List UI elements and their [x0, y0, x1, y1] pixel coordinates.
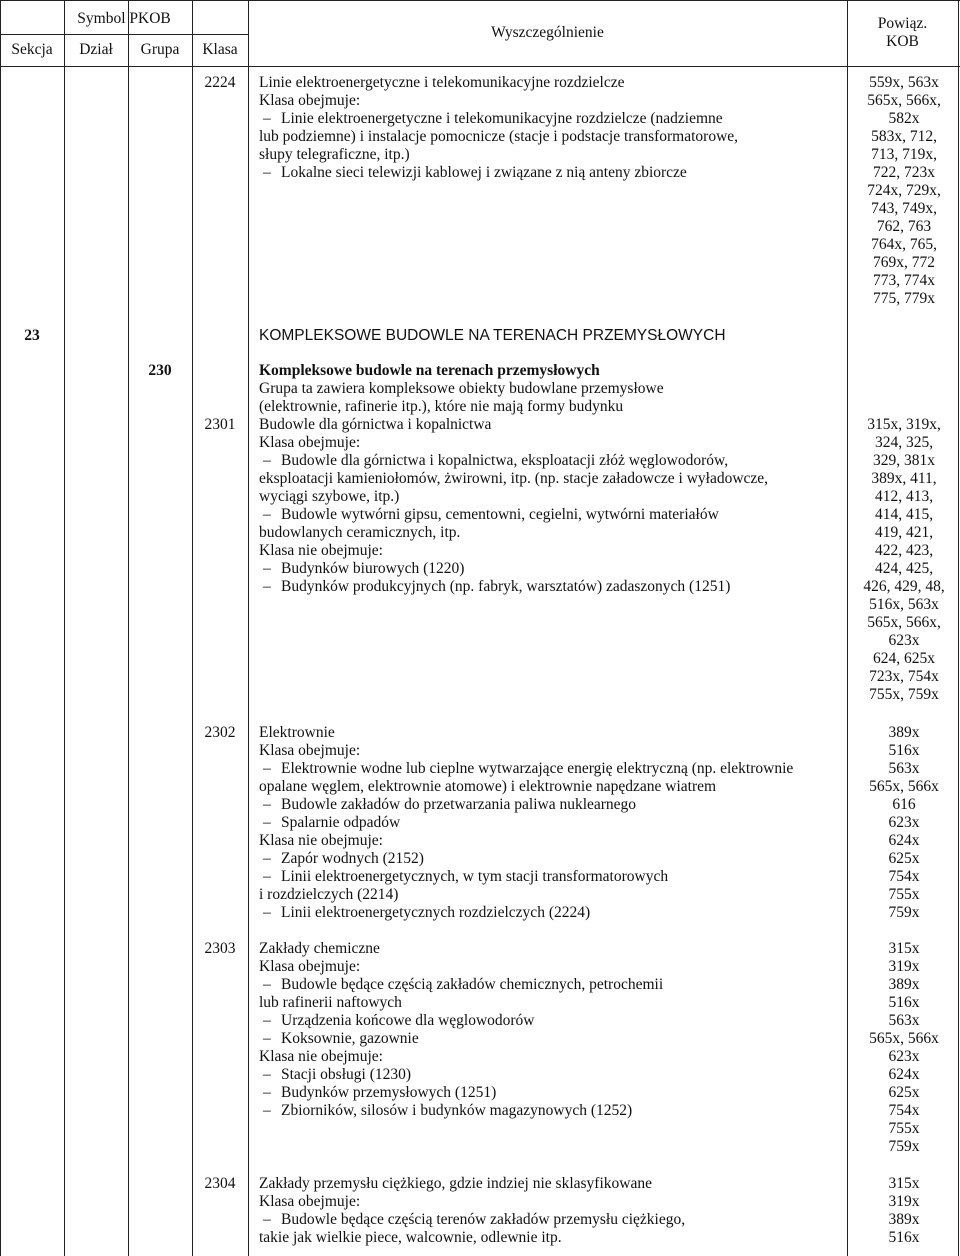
bullet-item: – Budowle wytwórni gipsu, cementowni, cegielni, wytwórni materiałów: [259, 506, 844, 524]
kob-codes: [850, 416, 958, 704]
includes-label: Klasa obejmuje:: [259, 1193, 361, 1210]
text-line: eksploatacji kamieniołomów, żwirowni, itp. (np. stacje załadowcze i wyładowcze,: [259, 470, 769, 487]
bullet-item: – Stacji obsługi (1230): [259, 1066, 844, 1084]
kob-codes: [850, 724, 958, 922]
text-line: budowlanych ceramicznych, itp.: [259, 524, 461, 541]
kob-line: 563x: [888, 1012, 920, 1029]
header-sekcja: Sekcja: [11, 41, 53, 58]
sekcja-code: 23: [24, 327, 40, 344]
text-line: opalane węglem, elektrownie atomowe) i elektrownie napędzane wiatrem: [259, 778, 717, 795]
includes-label: Klasa obejmuje:: [259, 742, 361, 759]
bullet-item: – Budowle zakładów do przetwarzania paliwa nuklearnego: [259, 796, 844, 814]
excludes-label: Klasa nie obejmuje:: [259, 832, 383, 849]
klasa-code: 2302: [204, 724, 236, 741]
text-line: lub rafinerii naftowych: [259, 994, 402, 1011]
bullet-item: – Spalarnie odpadów: [259, 814, 844, 832]
kob-line: 722, 723x: [873, 164, 935, 181]
kob-line: 565x, 566x: [869, 778, 939, 795]
description: [259, 74, 844, 182]
bullet-item: – Linie elektroenergetyczne i telekomunikacyjne rozdzielcze (nadziemne: [259, 110, 844, 128]
kob-line: 516x: [888, 1229, 920, 1246]
kob-line: 625x: [888, 1084, 920, 1101]
bullet-item: – Linii elektroenergetycznych rozdzielczych (2224): [259, 904, 844, 922]
kob-line: 389x, 411,: [871, 470, 937, 487]
kob-line: 623x: [888, 632, 920, 649]
bullet-item: – Koksownie, gazownie: [259, 1030, 844, 1048]
text-line: słupy telegraficzne, itp.): [259, 146, 410, 163]
description: [259, 1175, 844, 1247]
header-top-border: [0, 0, 960, 1]
class-title: Elektrownie: [259, 724, 335, 741]
kob-line: 623x: [888, 814, 920, 831]
kob-line: 624x: [888, 832, 920, 849]
kob-line: 623x: [888, 1048, 920, 1065]
kob-line: 773, 774x: [873, 272, 935, 289]
kob-line: 414, 415,: [874, 506, 934, 523]
klasa-code: 2304: [204, 1175, 236, 1192]
text-line: takie jak wielkie piece, walcownie, odlewnie itp.: [259, 1229, 562, 1246]
class-title: Zakłady chemiczne: [259, 940, 380, 957]
kob-line: 426, 429, 48,: [863, 578, 945, 595]
kob-line: 516x: [888, 994, 920, 1011]
text-line: i rozdzielczych (2214): [259, 886, 399, 903]
includes-label: Klasa obejmuje:: [259, 958, 361, 975]
kob-line: 755x, 759x: [869, 686, 939, 703]
text-line: (elektrownie, rafinerie itp.), które nie mają formy budynku: [259, 398, 624, 415]
bullet-item: – Budowle będące częścią terenów zakładów przemysłu ciężkiego,: [259, 1211, 844, 1229]
kob-line: 559x, 563x: [869, 74, 939, 91]
bullet-item: – Zapór wodnych (2152): [259, 850, 844, 868]
klasa-code: 2224: [204, 74, 236, 91]
class-title: Budowle dla górnictwa i kopalnictwa: [259, 416, 492, 433]
header-mid-border: [0, 34, 248, 35]
kob-line: 759x: [888, 1138, 920, 1155]
col-border-sekcja-dzial: [64, 0, 65, 1256]
header-bottom-border: [0, 66, 960, 67]
klasa-code: 2301: [204, 416, 236, 433]
kob-line: 724x, 729x,: [867, 182, 941, 199]
kob-line: 565x, 566x,: [867, 92, 941, 109]
text-line: Grupa ta zawiera kompleksowe obiekty budowlane przemysłowe: [259, 380, 664, 397]
kob-line: 389x: [888, 724, 920, 741]
header-wyszczegolnienie: Wyszczególnienie: [491, 24, 604, 41]
header-klasa: Klasa: [202, 41, 238, 58]
klasa-code: 2303: [204, 940, 236, 957]
description: [259, 416, 844, 596]
kob-line: 412, 413,: [874, 488, 934, 505]
bullet-item: – Budowle będące częścią zakładów chemicznych, petrochemii: [259, 976, 844, 994]
includes-label: Klasa obejmuje:: [259, 434, 361, 451]
class-title: Linie elektroenergetyczne i telekomunikacyjne rozdzielcze: [259, 74, 625, 91]
bullet-item: – Elektrownie wodne lub cieplne wytwarzające energię elektryczną (np. elektrownie: [259, 760, 844, 778]
kob-line: 324, 325,: [874, 434, 934, 451]
division-title: Kompleksowe budowle na terenach przemysłowych: [259, 362, 600, 379]
kob-line: 759x: [888, 904, 920, 921]
kob-line: 743, 749x,: [871, 200, 937, 217]
kob-line: 422, 423,: [874, 542, 934, 559]
includes-label: Klasa obejmuje:: [259, 92, 361, 109]
kob-line: 583x, 712,: [871, 128, 937, 145]
bullet-item: – Urządzenia końcowe dla węglowodorów: [259, 1012, 844, 1030]
kob-line: 624x: [888, 1066, 920, 1083]
kob-line: 582x: [888, 110, 920, 127]
kob-line: 762, 763: [876, 218, 932, 235]
kob-line: 755x: [888, 886, 920, 903]
description: [259, 940, 844, 1120]
description: [259, 362, 844, 416]
kob-line: 723x, 754x: [869, 668, 939, 685]
kob-line: 389x: [888, 1211, 920, 1228]
dzial-code: 230: [148, 362, 172, 379]
col-border-desc-kob: [847, 0, 848, 1256]
bullet-item: – Zbiorników, silosów i budynków magazynowych (1252): [259, 1102, 844, 1120]
kob-line: 315x, 319x,: [867, 416, 941, 433]
kob-line: 775, 779x: [873, 290, 935, 307]
kob-line: 625x: [888, 850, 920, 867]
kob-line: 754x: [888, 1102, 920, 1119]
bullet-item: – Budynków produkcyjnych (np. fabryk, warsztatów) zadaszonych (1251): [259, 578, 844, 596]
kob-line: 315x: [888, 1175, 920, 1192]
kob-line: 315x: [888, 940, 920, 957]
section-title: [259, 327, 844, 345]
kob-line: 329, 381x: [873, 452, 935, 469]
col-border-left: [0, 0, 1, 1256]
kob-line: 754x: [888, 868, 920, 885]
kob-codes: [850, 74, 958, 308]
kob-line: 769x, 772: [873, 254, 935, 271]
bullet-item: – Lokalne sieci telewizji kablowej i związane z nią anteny zbiorcze: [259, 164, 844, 182]
header-grupa: Grupa: [140, 41, 180, 58]
col-border-grupa-klasa: [192, 0, 193, 1256]
kob-line: 419, 421,: [874, 524, 934, 541]
col-border-right: [958, 0, 959, 1256]
excludes-label: Klasa nie obejmuje:: [259, 1048, 383, 1065]
header-dzial: Dział: [79, 41, 113, 58]
kob-line: 764x, 765,: [871, 236, 937, 253]
text-line: lub podziemne) i instalacje pomocnicze (stacje i podstacje transformatorowe,: [259, 128, 739, 145]
kob-codes: [850, 1175, 958, 1247]
kob-line: 565x, 566x,: [867, 614, 941, 631]
kob-line: 565x, 566x: [869, 1030, 939, 1047]
kob-line: 319x: [888, 1193, 920, 1210]
kob-line: 516x: [888, 742, 920, 759]
kob-line: 563x: [888, 760, 920, 777]
header-symbol-pkob: Symbol PKOB: [77, 10, 171, 27]
text-line: wyciągi szybowe, itp.): [259, 488, 400, 505]
bullet-item: – Budowle dla górnictwa i kopalnictwa, eksploatacji złóż węglowodorów,: [259, 452, 844, 470]
kob-line: 616: [892, 796, 916, 813]
description: [259, 724, 844, 922]
col-border-klasa-desc: [248, 0, 249, 1256]
bullet-item: – Budynków biurowych (1220): [259, 560, 844, 578]
kob-codes: [850, 940, 958, 1156]
kob-line: 624, 625x: [873, 650, 935, 667]
bullet-item: – Linii elektroenergetycznych, w tym stacji transformatorowych: [259, 868, 844, 886]
header-powiaz: Powiąz.: [877, 15, 928, 32]
kob-line: 319x: [888, 958, 920, 975]
kob-line: 755x: [888, 1120, 920, 1137]
section-title-text: KOMPLEKSOWE BUDOWLE NA TERENACH PRZEMYSŁOWYCH: [259, 327, 726, 344]
class-title: Zakłady przemysłu ciężkiego, gdzie indziej nie sklasyfikowane: [259, 1175, 652, 1192]
col-border-dzial-grupa: [128, 0, 129, 1256]
kob-line: 389x: [888, 976, 920, 993]
kob-line: 713, 719x,: [871, 146, 937, 163]
bullet-item: – Budynków przemysłowych (1251): [259, 1084, 844, 1102]
excludes-label: Klasa nie obejmuje:: [259, 542, 383, 559]
kob-line: 516x, 563x: [869, 596, 939, 613]
header-kob: KOB: [886, 33, 919, 50]
kob-line: 424, 425,: [874, 560, 934, 577]
